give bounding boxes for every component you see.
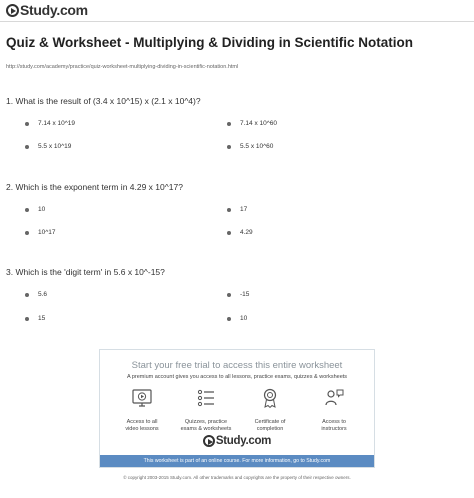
option-label: 7.14 x 10^19 xyxy=(38,120,76,127)
feature-label-line1: Certificate of xyxy=(254,419,286,425)
radio-icon[interactable] xyxy=(25,293,29,297)
video-lesson-icon xyxy=(131,387,153,409)
play-logo-icon xyxy=(6,4,19,17)
option-label: 4.29 xyxy=(240,229,253,236)
quiz-list-icon xyxy=(195,387,217,409)
free-trial-promo[interactable] xyxy=(99,349,375,468)
study-logo[interactable] xyxy=(6,2,88,18)
radio-icon[interactable] xyxy=(227,145,231,149)
promo-footer-bar[interactable]: This worksheet is part of an online course. For more information, go to Study.com xyxy=(100,455,374,467)
option-label: 7.14 x 10^60 xyxy=(240,120,278,127)
feature-label-line1: Access to all xyxy=(126,419,158,425)
q3-option-c[interactable] xyxy=(25,315,45,322)
option-label: 5.5 x 10^60 xyxy=(240,143,274,150)
option-label: 10 xyxy=(38,206,46,213)
radio-icon[interactable] xyxy=(227,231,231,235)
q2-option-c[interactable] xyxy=(25,229,56,236)
q3-option-b[interactable] xyxy=(227,291,249,298)
logo-text: Study.com xyxy=(20,2,88,18)
radio-icon[interactable] xyxy=(227,317,231,321)
q3-option-d[interactable] xyxy=(227,315,247,322)
promo-study-logo[interactable] xyxy=(100,435,374,447)
instructor-icon xyxy=(323,387,345,409)
feature-label-line1: Access to xyxy=(322,419,346,425)
play-logo-icon xyxy=(203,435,215,447)
feature-label-line2: completion xyxy=(256,426,284,432)
promo-logo-text: Study.com xyxy=(215,435,272,447)
site-header xyxy=(0,0,474,22)
option-label: 15 xyxy=(38,315,46,322)
promo-title: Start your free trial to access this entire worksheet xyxy=(131,360,343,371)
feature-label-line2: instructors xyxy=(321,426,347,432)
q3-option-a[interactable] xyxy=(25,291,47,298)
radio-icon[interactable] xyxy=(227,293,231,297)
feature-list xyxy=(110,387,366,433)
radio-icon[interactable] xyxy=(25,317,29,321)
copyright-notice: © copyright 2003-2015 Study.com. All other trademarks and copyrights are the property of their respective owners. xyxy=(123,475,351,480)
option-label: 17 xyxy=(240,206,248,213)
option-label: 10^17 xyxy=(38,229,56,236)
feature-instructors xyxy=(302,387,366,433)
option-label: -15 xyxy=(240,291,250,298)
radio-icon[interactable] xyxy=(227,122,231,126)
feature-quizzes xyxy=(174,387,238,433)
feature-label-line1: Quizzes, practice xyxy=(184,419,228,425)
q1-option-d[interactable] xyxy=(227,143,273,150)
q1-option-c[interactable] xyxy=(25,143,71,150)
option-label: 5.6 xyxy=(38,291,48,298)
radio-icon[interactable] xyxy=(227,208,231,212)
page-url: http://study.com/academy/practice/quiz-worksheet-multiplying-dividing-in-scientific-notation.html xyxy=(6,64,239,70)
feature-label-line2: video lessons xyxy=(125,426,159,432)
radio-icon[interactable] xyxy=(25,145,29,149)
radio-icon[interactable] xyxy=(25,208,29,212)
certificate-icon xyxy=(259,387,281,409)
feature-video-lessons xyxy=(110,387,174,433)
question-1: 1. What is the result of (3.4 x 10^15) x (2.1 x 10^4)? xyxy=(6,96,201,106)
promo-subtitle: A premium account gives you access to all lessons, practice exams, quizzes & worksheets xyxy=(126,374,348,380)
option-label: 10 xyxy=(240,315,248,322)
page-title: Quiz & Worksheet - Multiplying & Dividing in Scientific Notation xyxy=(6,35,414,50)
option-label: 5.5 x 10^19 xyxy=(38,143,72,150)
q2-option-a[interactable] xyxy=(25,206,45,213)
q1-option-a[interactable] xyxy=(25,120,75,127)
q1-option-b[interactable] xyxy=(227,120,277,127)
feature-label-line2: exams & worksheets xyxy=(180,426,232,432)
feature-certificate xyxy=(238,387,302,433)
radio-icon[interactable] xyxy=(25,122,29,126)
q2-option-d[interactable] xyxy=(227,229,253,236)
question-3: 3. Which is the 'digit term' in 5.6 x 10^-15? xyxy=(6,267,165,277)
radio-icon[interactable] xyxy=(25,231,29,235)
q2-option-b[interactable] xyxy=(227,206,247,213)
question-2: 2. Which is the exponent term in 4.29 x 10^17? xyxy=(6,182,183,192)
